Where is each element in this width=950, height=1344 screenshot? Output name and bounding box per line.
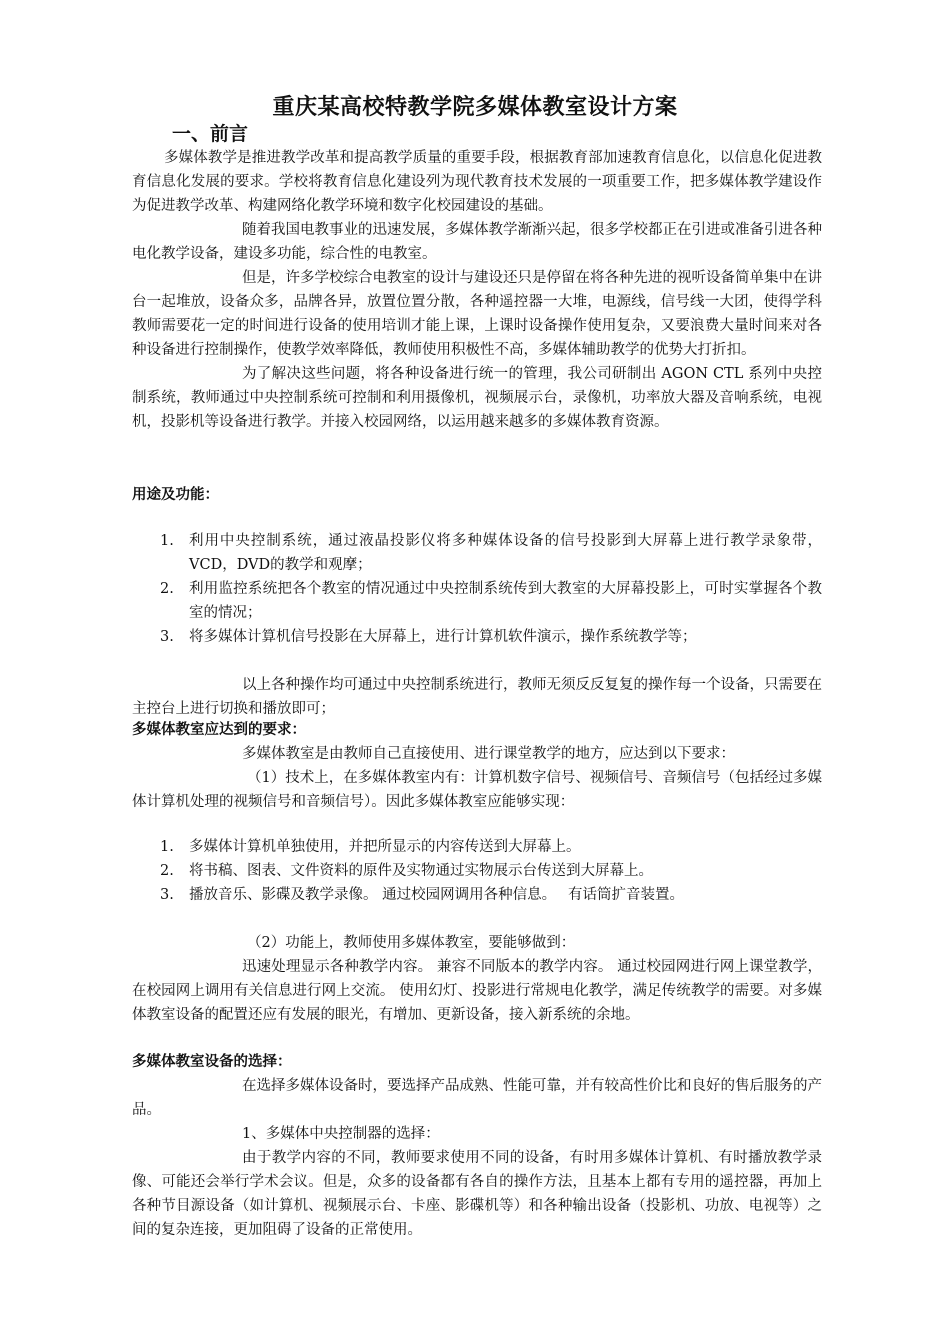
- list-item: [132, 529, 822, 577]
- intro-section: [132, 146, 822, 434]
- list-item-text: 播放音乐、影碟及教学录像。 通过校园网调用各种信息。 有话筒扩音装置。: [189, 887, 684, 903]
- requirements-list: [132, 835, 822, 907]
- intro-paragraph-2: 随着我国电教事业的迅速发展，多媒体教学渐渐兴起，很多学校都正在引进或准备引进各种电化教学设备，建设多功能，综合性的电教室。: [132, 222, 822, 262]
- usage-heading: 用途及功能：: [132, 487, 219, 503]
- intro-paragraph-1: 多媒体教学是推进教学改革和提高教学质量的重要手段，根据教育部加速教育信息化，以信息化促进教育信息化发展的要求。学校将教育信息化建设列为现代教育技术发展的一项重要工作，把多媒体教学建设作为促进教学改革、构建网络化教学环境和数字化校园建设的基础。: [132, 150, 822, 214]
- equipment-paragraph-2: 1、多媒体中央控制器的选择：: [242, 1126, 440, 1142]
- requirements-section: [132, 742, 822, 814]
- requirements-paragraph-4: 迅速处理显示各种教学内容。 兼容不同版本的教学内容。 通过校园网进行网上课堂教学，在校园网上调用有关信息进行网上交流。 使用幻灯、投影进行常规电化教学，满足传统教学的需要。对多媒体教室设备的配置还应有发展的眼光，有增加、更新设备，接入新系统的余地。: [132, 959, 822, 1023]
- usage-after-paragraph: 以上各种操作均可通过中央控制系统进行，教师无须反反复复的操作每一个设备，只需要在主控台上进行切换和播放即可；: [132, 677, 822, 717]
- list-number: 2.: [160, 863, 174, 879]
- intro-paragraph-4: 为了解决这些问题，将各种设备进行统一的管理，我公司研制出 AGON CTL 系列中央控制系统，教师通过中央控制系统可控制和利用摄像机，视频展示台，录像机，功率放大器及音响系统，电视机，投影机等设备进行教学。并接入校园网络，以运用越来越多的多媒体教育资源。: [132, 366, 822, 430]
- list-number: 2.: [160, 581, 174, 597]
- list-item: [132, 577, 822, 625]
- requirements-paragraph-2: （1）技术上，在多媒体教室内有：计算机数字信号、视频信号、音频信号（包括经过多媒体计算机处理的视频信号和音频信号）。因此多媒体教室应能够实现：: [132, 770, 822, 810]
- list-item-text: 将多媒体计算机信号投影在大屏幕上，进行计算机软件演示，操作系统教学等；: [189, 629, 697, 645]
- document-title: 重庆某高校特教学院多媒体教室设计方案: [272, 95, 678, 120]
- usage-list: [132, 529, 822, 649]
- list-item: [132, 883, 822, 907]
- list-item-text: 利用监控系统把各个教室的情况通过中央控制系统传到大教室的大屏幕投影上，可时实掌握各个教室的情况；: [189, 581, 822, 621]
- usage-after-block: [132, 673, 822, 721]
- list-number: 1.: [160, 533, 174, 549]
- requirements-function-block: [132, 931, 822, 1027]
- list-number: 3.: [160, 629, 174, 645]
- list-item-text: 将书稿、图表、文件资料的原件及实物通过实物展示台传送到大屏幕上。: [189, 863, 653, 879]
- requirements-list-block: [132, 835, 822, 907]
- usage-list-block: [132, 529, 822, 649]
- requirements-heading: 多媒体教室应达到的要求：: [132, 722, 306, 738]
- equipment-paragraph-1: 在选择多媒体设备时，要选择产品成熟、性能可靠，并有较高性价比和良好的售后服务的产品。: [132, 1078, 822, 1118]
- equipment-section: [132, 1074, 822, 1242]
- equipment-paragraph-3: 由于教学内容的不同，教师要求使用不同的设备，有时用多媒体计算机、有时播放教学录像、可能还会举行学术会议。但是，众多的设备都有各自的操作方法，且基本上都有专用的遥控器，再加上各种节目源设备（如计算机、视频展示台、卡座、影碟机等）和各种输出设备（投影机、功放、电视等）之间的复杂连接，更加阻碍了设备的正常使用。: [132, 1150, 822, 1238]
- list-item-text: 利用中央控制系统，通过液晶投影仪将多种媒体设备的信号投影到大屏幕上进行教学录象带，VCD，DVD的教学和观摩；: [189, 533, 822, 573]
- section-heading-intro: 一、前言: [172, 123, 249, 145]
- list-number: 1.: [160, 839, 174, 855]
- list-item: [132, 835, 822, 859]
- list-item: [132, 625, 822, 649]
- equipment-heading: 多媒体教室设备的选择：: [132, 1054, 292, 1070]
- intro-paragraph-3: 但是，许多学校综合电教室的设计与建设还只是停留在将各种先进的视听设备简单集中在讲台一起堆放，设备众多，品牌各异，放置位置分散，各种遥控器一大堆，电源线，信号线一大团，使得学科教师需要花一定的时间进行设备的使用培训才能上课，上课时设备操作使用复杂，又要浪费大量时间来对各种设备进行控制操作，使教学效率降低，教师使用积极性不高，多媒体辅助教学的优势大打折扣。: [132, 270, 822, 358]
- requirements-paragraph-3: （2）功能上，教师使用多媒体教室，要能够做到：: [247, 935, 576, 951]
- list-number: 3.: [160, 887, 174, 903]
- list-item: [132, 859, 822, 883]
- list-item-text: 多媒体计算机单独使用，并把所显示的内容传送到大屏幕上。: [189, 839, 581, 855]
- requirements-paragraph-1: 多媒体教室是由教师自己直接使用、进行课堂教学的地方，应达到以下要求：: [242, 746, 735, 762]
